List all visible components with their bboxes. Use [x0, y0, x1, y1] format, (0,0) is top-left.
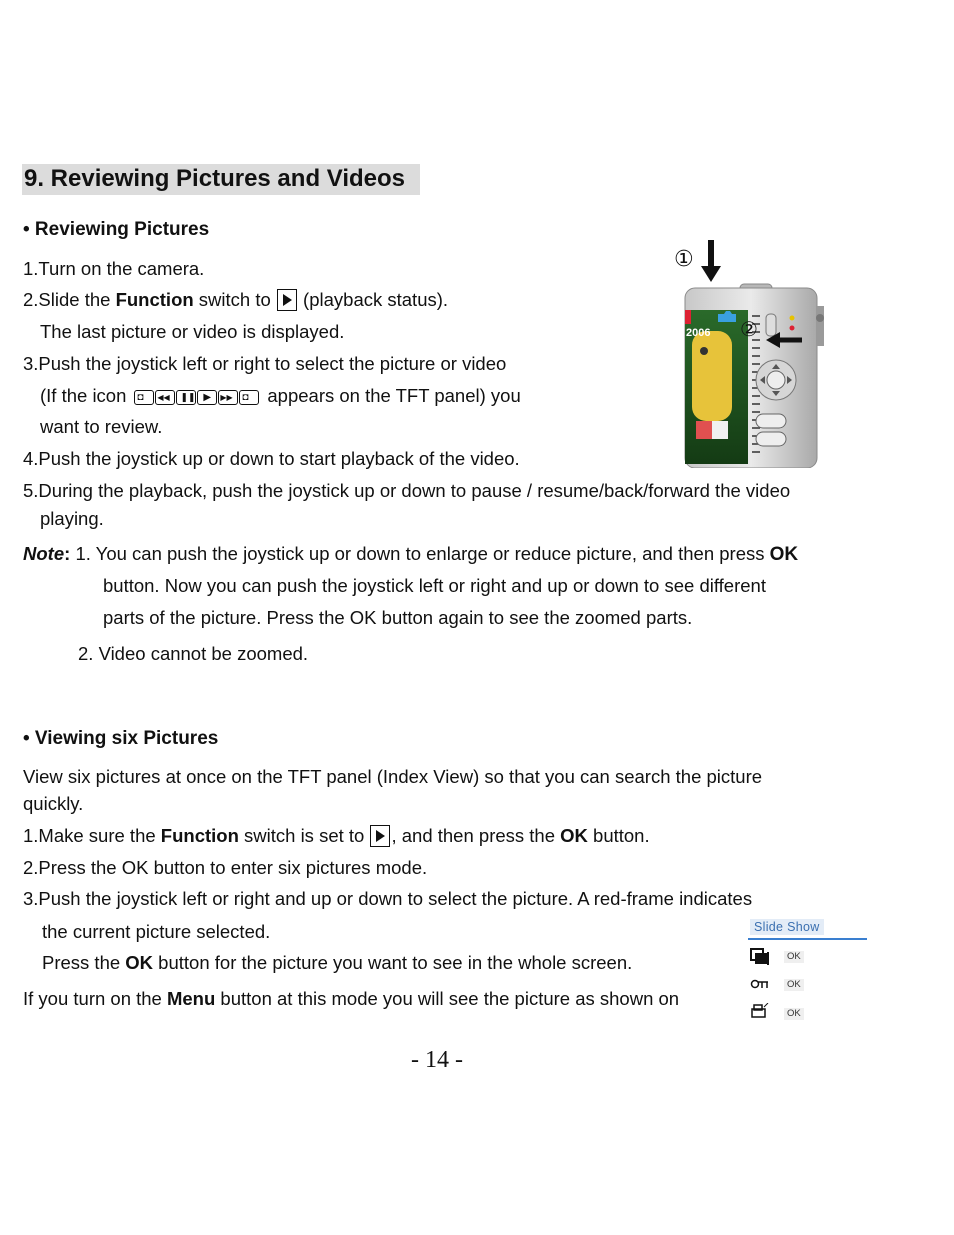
protect-key-icon: [750, 977, 770, 994]
slideshow-ok-label: OK: [784, 951, 804, 963]
step2-middle: switch to: [193, 289, 276, 310]
slideshow-menu-illustration: [748, 918, 868, 1018]
reviewing-step-1: 1.Turn on the camera.: [23, 258, 205, 279]
play-mode-icon: [370, 825, 390, 847]
step2-suffix: (playback status).: [297, 289, 449, 310]
play-icon: ▶: [197, 390, 217, 405]
step3-icon-prefix: (If the icon: [40, 385, 127, 406]
note-label: Note: [23, 543, 65, 564]
ok-keyword: OK: [125, 952, 154, 973]
note-ok-keyword: OK: [769, 544, 799, 565]
play-mode-icon: [277, 289, 297, 311]
menu-keyword: Menu: [166, 988, 216, 1009]
fast-forward-icon: ▶▶: [218, 390, 238, 405]
note-item-1-line-2: button. Now you can push the joystick left or right and up or down to see different: [103, 575, 766, 596]
camera-screen-year: 2006: [686, 327, 711, 339]
menu-icon: ◘: [134, 390, 154, 405]
rewind-icon: ◀◀: [155, 390, 175, 405]
reviewing-step-2: [23, 289, 448, 311]
six-step-3: 3.Push the joystick left or right and up or down to select the picture. A red-frame indicates: [23, 888, 753, 909]
six-step-2: 2.Press the OK button to enter six pictures mode.: [23, 857, 428, 878]
reviewing-step-3-line-2: [40, 385, 521, 407]
step2-prefix: 2.Slide the: [23, 289, 116, 310]
note-item-1: Note: 1. You can push the joystick up or down to enlarge or reduce picture, and then press OK: [23, 543, 799, 565]
six-heading: • Viewing six Pictures: [23, 728, 219, 749]
section-title: 9. Reviewing Pictures and Videos: [24, 165, 406, 192]
note-item-2: 2. Video cannot be zoomed.: [78, 643, 309, 664]
page-number: - 14 -: [411, 1047, 463, 1073]
print-ok-label: OK: [784, 1008, 804, 1020]
pause-icon: ❚❚: [176, 390, 196, 405]
reviewing-step-4: 4.Push the joystick up or down to start playback of the video.: [23, 448, 520, 469]
marker-2: ②: [740, 317, 758, 341]
protect-ok-label: OK: [784, 979, 804, 991]
reviewing-step-5: 5.During the playback, push the joystick up or down to pause / resume/back/forward the video: [23, 480, 791, 501]
marker-1: ①: [674, 247, 694, 272]
reviewing-step-5-line-2: playing.: [40, 508, 104, 529]
ok-keyword: OK: [560, 825, 588, 846]
slideshow-menu-divider: [748, 938, 867, 940]
step3-icon-suffix: appears on the TFT panel) you: [267, 385, 521, 406]
print-icon: [750, 1003, 770, 1022]
slideshow-menu-title: Slide Show: [750, 919, 824, 935]
six-intro-line-2: quickly.: [23, 793, 84, 814]
slideshow-icon: [750, 948, 770, 969]
six-step-3-line-2: the current picture selected.: [42, 921, 271, 942]
playback-control-icons: [134, 390, 259, 405]
six-menu-note: If you turn on the Menu button at this mode you will see the picture as shown on: [23, 988, 680, 1009]
function-keyword: Function: [115, 289, 194, 310]
camera-back-illustration: [670, 236, 840, 468]
six-step-1: 1.Make sure the Function switch is set to , and then press the OK button.: [23, 825, 650, 846]
note-item-1-text: 1. You can push the joystick up or down to enlarge or reduce picture, and then press: [75, 543, 770, 564]
note-item-1-line-3: parts of the picture. Press the OK button again to see the zoomed parts.: [103, 607, 693, 628]
reviewing-step-2-line-2: The last picture or video is displayed.: [40, 321, 345, 342]
reviewing-step-3: 3.Push the joystick left or right to select the picture or video: [23, 353, 507, 374]
reviewing-heading: • Reviewing Pictures: [23, 219, 210, 240]
reviewing-step-3-line-3: want to review.: [40, 416, 163, 437]
stop-icon: ◘: [239, 390, 259, 405]
function-keyword: Function: [160, 825, 239, 846]
six-intro-line-1: View six pictures at once on the TFT panel (Index View) so that you can search the picture: [23, 766, 763, 787]
six-step-3-line-3: Press the OK button for the picture you want to see in the whole screen.: [42, 952, 633, 973]
